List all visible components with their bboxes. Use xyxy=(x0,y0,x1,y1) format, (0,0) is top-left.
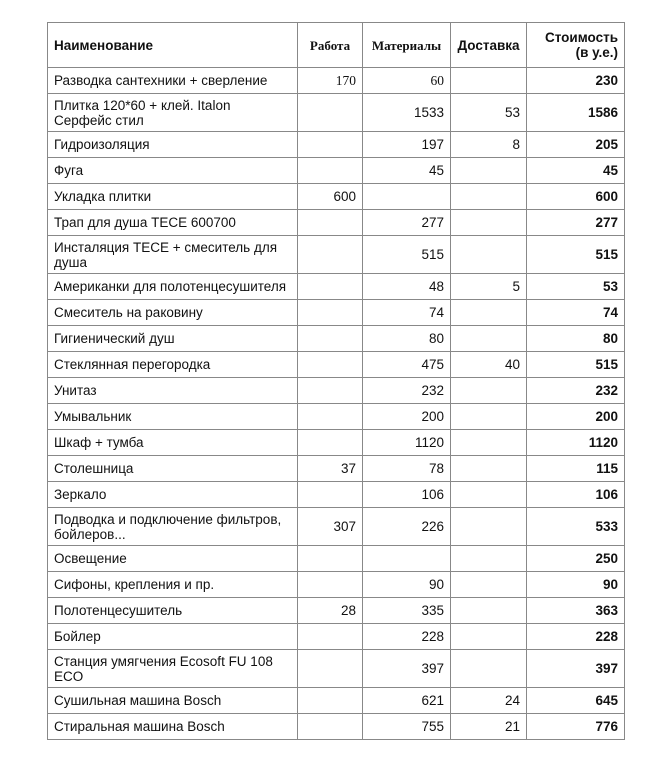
cell-delivery: 24 xyxy=(451,688,527,714)
table-row xyxy=(48,482,625,508)
cell-delivery: 5 xyxy=(451,274,527,300)
cell-delivery xyxy=(451,508,527,546)
cell-delivery: 40 xyxy=(451,352,527,378)
cell-work xyxy=(298,624,363,650)
table-row xyxy=(48,688,625,714)
cell-materials: 80 xyxy=(363,326,451,352)
cell-delivery xyxy=(451,650,527,688)
cell-materials: 232 xyxy=(363,378,451,404)
cell-cost: 232 xyxy=(527,378,625,404)
cell-work xyxy=(298,300,363,326)
cell-materials: 621 xyxy=(363,688,451,714)
cell-work: 37 xyxy=(298,456,363,482)
header-cost: Стоимость (в у.е.) xyxy=(527,23,625,68)
cell-cost: 776 xyxy=(527,714,625,740)
cell-materials: 74 xyxy=(363,300,451,326)
cell-name: Смеситель на раковину xyxy=(48,300,298,326)
cell-name: Унитаз xyxy=(48,378,298,404)
cost-table xyxy=(47,22,625,740)
cell-materials: 335 xyxy=(363,598,451,624)
cell-materials: 755 xyxy=(363,714,451,740)
cell-name: Гидроизоляция xyxy=(48,132,298,158)
cell-materials: 45 xyxy=(363,158,451,184)
cell-work xyxy=(298,210,363,236)
table-row xyxy=(48,572,625,598)
cell-cost: 90 xyxy=(527,572,625,598)
cell-cost: 106 xyxy=(527,482,625,508)
cell-materials: 397 xyxy=(363,650,451,688)
cell-name: Плитка 120*60 + клей. Italon Серфейс стил xyxy=(48,94,298,132)
header-delivery: Доставка xyxy=(451,23,527,68)
cell-name: Умывальник xyxy=(48,404,298,430)
cell-work xyxy=(298,274,363,300)
cell-cost: 515 xyxy=(527,236,625,274)
cell-delivery xyxy=(451,68,527,94)
cell-materials: 197 xyxy=(363,132,451,158)
cell-materials: 78 xyxy=(363,456,451,482)
cell-name: Трап для душа TECE 600700 xyxy=(48,210,298,236)
cell-cost: 200 xyxy=(527,404,625,430)
cell-work xyxy=(298,482,363,508)
cell-materials: 475 xyxy=(363,352,451,378)
cell-work xyxy=(298,326,363,352)
cell-name: Стеклянная перегородка xyxy=(48,352,298,378)
cell-work xyxy=(298,132,363,158)
cell-delivery xyxy=(451,572,527,598)
table-row xyxy=(48,508,625,546)
cell-cost: 53 xyxy=(527,274,625,300)
cell-cost: 363 xyxy=(527,598,625,624)
table-row xyxy=(48,158,625,184)
cell-delivery xyxy=(451,624,527,650)
table-row xyxy=(48,352,625,378)
cell-work: 600 xyxy=(298,184,363,210)
cell-cost: 645 xyxy=(527,688,625,714)
cell-delivery xyxy=(451,456,527,482)
cell-work xyxy=(298,430,363,456)
cell-cost: 115 xyxy=(527,456,625,482)
cell-name: Стиральная машина Bosch xyxy=(48,714,298,740)
cell-work xyxy=(298,352,363,378)
cell-cost: 533 xyxy=(527,508,625,546)
cell-delivery xyxy=(451,300,527,326)
header-name: Наименование xyxy=(48,23,298,68)
cell-cost: 205 xyxy=(527,132,625,158)
table-row xyxy=(48,210,625,236)
cell-name: Шкаф + тумба xyxy=(48,430,298,456)
cell-name: Американки для полотенцесушителя xyxy=(48,274,298,300)
cell-work xyxy=(298,572,363,598)
cell-delivery xyxy=(451,158,527,184)
table-row xyxy=(48,378,625,404)
cell-name: Зеркало xyxy=(48,482,298,508)
cell-materials: 226 xyxy=(363,508,451,546)
cell-delivery: 21 xyxy=(451,714,527,740)
cell-work xyxy=(298,378,363,404)
cell-materials: 1533 xyxy=(363,94,451,132)
table-row xyxy=(48,624,625,650)
header-row xyxy=(48,23,625,68)
cell-materials: 228 xyxy=(363,624,451,650)
cell-delivery xyxy=(451,430,527,456)
table-row xyxy=(48,184,625,210)
cell-delivery: 53 xyxy=(451,94,527,132)
cell-delivery xyxy=(451,598,527,624)
cell-name: Фуга xyxy=(48,158,298,184)
cell-work xyxy=(298,404,363,430)
cell-materials: 60 xyxy=(363,68,451,94)
table-row xyxy=(48,68,625,94)
cell-cost: 515 xyxy=(527,352,625,378)
cell-delivery xyxy=(451,404,527,430)
cell-work: 28 xyxy=(298,598,363,624)
cell-delivery xyxy=(451,546,527,572)
cell-cost: 230 xyxy=(527,68,625,94)
cell-cost: 74 xyxy=(527,300,625,326)
cell-cost: 228 xyxy=(527,624,625,650)
cell-name: Гигиенический душ xyxy=(48,326,298,352)
cell-work: 307 xyxy=(298,508,363,546)
table-row xyxy=(48,598,625,624)
cell-name: Полотенцесушитель xyxy=(48,598,298,624)
table-row xyxy=(48,274,625,300)
table-row xyxy=(48,326,625,352)
cell-cost: 45 xyxy=(527,158,625,184)
cell-cost: 600 xyxy=(527,184,625,210)
cell-materials: 90 xyxy=(363,572,451,598)
table-row xyxy=(48,546,625,572)
table-row xyxy=(48,236,625,274)
cell-name: Подводка и подключение фильтров, бойлеров... xyxy=(48,508,298,546)
table-row xyxy=(48,714,625,740)
table-row xyxy=(48,650,625,688)
cell-name: Сушильная машина Bosch xyxy=(48,688,298,714)
table-row xyxy=(48,300,625,326)
cell-materials: 515 xyxy=(363,236,451,274)
cell-name: Столешница xyxy=(48,456,298,482)
cell-name: Инсталяция TECE + смеситель для душа xyxy=(48,236,298,274)
cell-materials xyxy=(363,546,451,572)
cell-name: Сифоны, крепления и пр. xyxy=(48,572,298,598)
cell-work xyxy=(298,236,363,274)
cell-materials xyxy=(363,184,451,210)
cell-work xyxy=(298,546,363,572)
cell-name: Освещение xyxy=(48,546,298,572)
cell-materials: 106 xyxy=(363,482,451,508)
cell-materials: 1120 xyxy=(363,430,451,456)
cell-delivery xyxy=(451,236,527,274)
cell-name: Разводка сантехники + сверление xyxy=(48,68,298,94)
cell-work xyxy=(298,94,363,132)
header-materials: Материалы xyxy=(363,23,451,68)
table-row xyxy=(48,94,625,132)
cell-cost: 80 xyxy=(527,326,625,352)
cell-name: Станция умягчения Ecosoft FU 108 ECO xyxy=(48,650,298,688)
cell-cost: 277 xyxy=(527,210,625,236)
cell-delivery xyxy=(451,184,527,210)
cell-name: Бойлер xyxy=(48,624,298,650)
table-row xyxy=(48,456,625,482)
cell-cost: 1586 xyxy=(527,94,625,132)
cell-materials: 200 xyxy=(363,404,451,430)
cell-work xyxy=(298,714,363,740)
cell-delivery xyxy=(451,210,527,236)
cell-work xyxy=(298,158,363,184)
cell-delivery: 8 xyxy=(451,132,527,158)
cell-work xyxy=(298,650,363,688)
table-row xyxy=(48,132,625,158)
cell-cost: 250 xyxy=(527,546,625,572)
cell-cost: 1120 xyxy=(527,430,625,456)
cell-delivery xyxy=(451,482,527,508)
cell-name: Укладка плитки xyxy=(48,184,298,210)
cell-delivery xyxy=(451,326,527,352)
header-work: Работа xyxy=(298,23,363,68)
cell-work xyxy=(298,688,363,714)
cell-cost: 397 xyxy=(527,650,625,688)
cell-delivery xyxy=(451,378,527,404)
cell-work: 170 xyxy=(298,68,363,94)
cell-materials: 277 xyxy=(363,210,451,236)
table-row xyxy=(48,430,625,456)
table-row xyxy=(48,404,625,430)
cell-materials: 48 xyxy=(363,274,451,300)
